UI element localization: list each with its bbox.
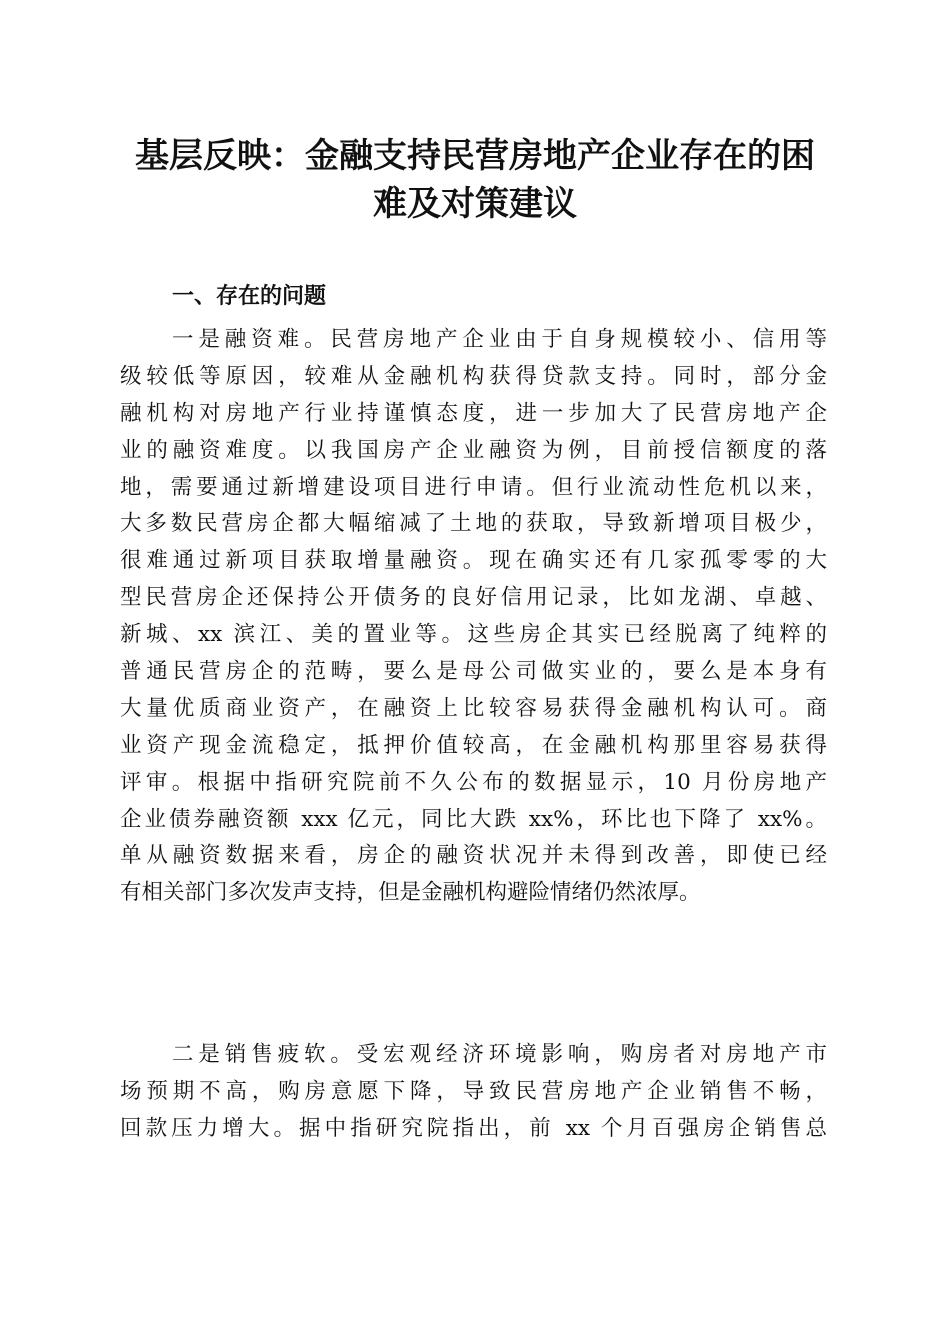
paragraph-line: 单从融资数据来看，房企的融资状况并未得到改善，即使已经 xyxy=(120,843,827,869)
paragraph-line: 级较低等原因，较难从金融机构获得贷款支持。同时，部分金 xyxy=(120,363,827,389)
paragraph-line: 很难通过新项目获取增量融资。现在确实还有几家孤零零的大 xyxy=(120,548,827,574)
paragraph-line: 评审。根据中指研究院前不久公布的数据显示，10 月份房地产 xyxy=(120,769,827,795)
paragraph-line: 企业债券融资额 xxx 亿元，同比大跌 xx%，环比也下降了 xx%。 xyxy=(120,806,827,832)
paragraph-line: 场预期不高，购房意愿下降，导致民营房地产企业销售不畅， xyxy=(120,1078,827,1104)
title-line: 难及对策建议 xyxy=(373,184,577,224)
paragraph-line: 大多数民营房企都大幅缩减了土地的获取，导致新增项目极少， xyxy=(120,511,827,537)
paragraph-line: 型民营房企还保持公开债务的良好信用记录，比如龙湖、卓越、 xyxy=(120,585,827,611)
paragraph-text: 受宏观经济环境影响，购房者对房地产市 xyxy=(356,1042,827,1067)
paragraph-weak-sales xyxy=(120,1037,827,1148)
section-heading: 一、存在的问题 xyxy=(172,284,327,309)
paragraph-financing-difficulty xyxy=(120,322,827,912)
paragraph-line: 地，需要通过新增建设项目进行申请。但行业流动性危机以来， xyxy=(120,474,827,500)
paragraph-line: 新城、xx 滨江、美的置业等。这些房企其实已经脱离了纯粹的 xyxy=(120,622,827,648)
paragraph-line: 融机构对房地产行业持谨慎态度，进一步加大了民营房地产企 xyxy=(120,400,827,426)
paragraph-line: 大量优质商业资产，在融资上比较容易获得金融机构认可。商 xyxy=(120,695,827,721)
paragraph-line: 业的融资难度。以我国房产企业融资为例，目前授信额度的落 xyxy=(120,437,827,463)
paragraph-lead: 二是销售疲软。 xyxy=(172,1042,357,1067)
document-title xyxy=(110,132,840,228)
paragraph-lead: 一是融资难。 xyxy=(172,327,331,352)
title-line: 基层反映：金融支持民营房地产企业存在的困 xyxy=(135,136,815,176)
paragraph-line: 回款压力增大。据中指研究院指出，前 xx 个月百强房企销售总 xyxy=(120,1115,827,1141)
paragraph-line xyxy=(120,322,827,359)
paragraph-line xyxy=(120,1037,827,1074)
paragraph-line: 业资产现金流稳定，抵押价值较高，在金融机构那里容易获得 xyxy=(120,732,827,758)
paragraph-line: 普通民营房企的范畴，要么是母公司做实业的，要么是本身有 xyxy=(120,659,827,685)
paragraph-text: 民营房地产企业由于自身规模较小、信用等 xyxy=(330,327,827,352)
paragraph-line: 有相关部门多次发声支持，但是金融机构避险情绪仍然浓厚。 xyxy=(120,880,701,906)
